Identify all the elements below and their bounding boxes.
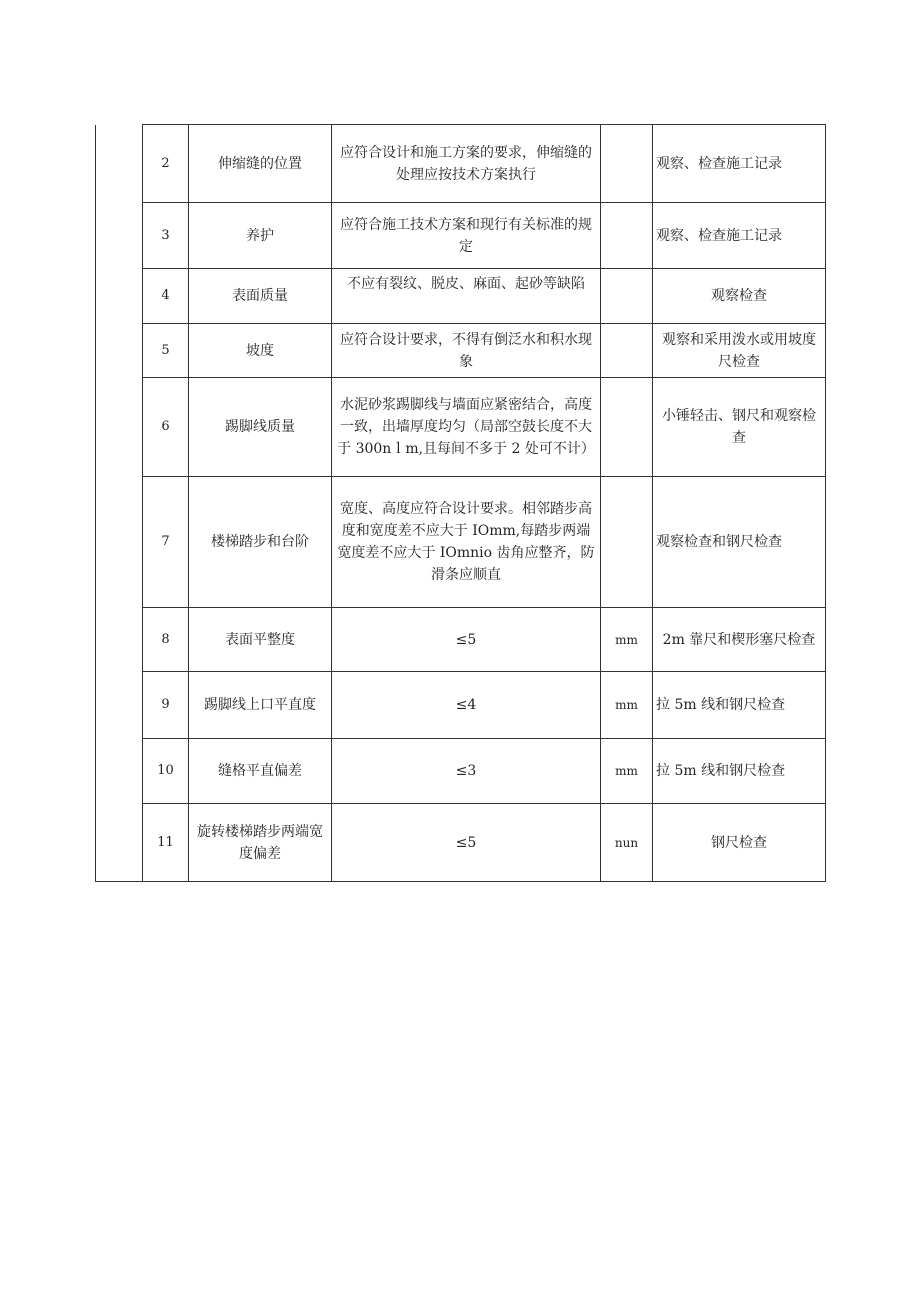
table-row bbox=[96, 269, 826, 324]
requirement: 宽度、高度应符合设计要求。相邻踏步高度和宽度差不应大于 IOmm,每踏步两端宽度差不应大于 IOmnio 齿角应整齐，防滑条应顺直 bbox=[332, 477, 601, 608]
requirement: ≤3 bbox=[332, 739, 601, 804]
inspection-method: 小锤轻击、钢尺和观察检查 bbox=[653, 378, 826, 477]
row-number: 5 bbox=[143, 324, 189, 378]
row-number: 4 bbox=[143, 269, 189, 324]
item-name: 楼梯踏步和台阶 bbox=[189, 477, 332, 608]
left-margin-column bbox=[96, 125, 143, 882]
table-row bbox=[96, 125, 826, 203]
unit: mm bbox=[601, 672, 653, 739]
table-row bbox=[96, 739, 826, 804]
unit: nun bbox=[601, 804, 653, 882]
requirement: 应符合施工技术方案和现行有关标准的规定 bbox=[332, 203, 601, 269]
inspection-method: 观察、检查施工记录 bbox=[653, 125, 826, 203]
row-number: 9 bbox=[143, 672, 189, 739]
item-name: 表面平整度 bbox=[189, 608, 332, 672]
row-number: 7 bbox=[143, 477, 189, 608]
unit: mm bbox=[601, 608, 653, 672]
inspection-method: 拉 5m 线和钢尺检查 bbox=[653, 739, 826, 804]
table-row bbox=[96, 203, 826, 269]
requirement: 水泥砂浆踢脚线与墙面应紧密结合，高度一致，出墙厚度均匀（局部空鼓长度不大于 300nｌm,且每间不多于 2 处可不计） bbox=[332, 378, 601, 477]
unit bbox=[601, 125, 653, 203]
row-number: 3 bbox=[143, 203, 189, 269]
inspection-method: 2m 靠尺和楔形塞尺检查 bbox=[653, 608, 826, 672]
row-number: 2 bbox=[143, 125, 189, 203]
inspection-method: 观察和采用泼水或用坡度尺检查 bbox=[653, 324, 826, 378]
item-name: 伸缩缝的位置 bbox=[189, 125, 332, 203]
requirement: 不应有裂纹、脱皮、麻面、起砂等缺陷 bbox=[332, 269, 601, 324]
item-name: 表面质量 bbox=[189, 269, 332, 324]
inspection-method: 观察检查 bbox=[653, 269, 826, 324]
inspection-table bbox=[95, 124, 826, 882]
requirement: 应符合设计要求，不得有倒泛水和积水现象 bbox=[332, 324, 601, 378]
row-number: 10 bbox=[143, 739, 189, 804]
item-name: 养护 bbox=[189, 203, 332, 269]
table-row bbox=[96, 672, 826, 739]
table-row bbox=[96, 804, 826, 882]
requirement: 应符合设计和施工方案的要求，伸缩缝的处理应按技术方案执行 bbox=[332, 125, 601, 203]
requirement: ≤5 bbox=[332, 804, 601, 882]
row-number: 8 bbox=[143, 608, 189, 672]
inspection-method: 钢尺检查 bbox=[653, 804, 826, 882]
item-name: 坡度 bbox=[189, 324, 332, 378]
unit bbox=[601, 378, 653, 477]
inspection-method: 观察、检查施工记录 bbox=[653, 203, 826, 269]
item-name: 踢脚线质量 bbox=[189, 378, 332, 477]
table-row bbox=[96, 324, 826, 378]
table-row bbox=[96, 477, 826, 608]
item-name: 踢脚线上口平直度 bbox=[189, 672, 332, 739]
requirement: ≤4 bbox=[332, 672, 601, 739]
row-number: 11 bbox=[143, 804, 189, 882]
table-row bbox=[96, 608, 826, 672]
table-row bbox=[96, 378, 826, 477]
unit bbox=[601, 269, 653, 324]
unit: mm bbox=[601, 739, 653, 804]
requirement: ≤5 bbox=[332, 608, 601, 672]
unit bbox=[601, 324, 653, 378]
item-name: 缝格平直偏差 bbox=[189, 739, 332, 804]
inspection-method: 拉 5m 线和钢尺检查 bbox=[653, 672, 826, 739]
row-number: 6 bbox=[143, 378, 189, 477]
unit bbox=[601, 477, 653, 608]
item-name: 旋转楼梯踏步两端宽度偏差 bbox=[189, 804, 332, 882]
inspection-method: 观察检查和钢尺检查 bbox=[653, 477, 826, 608]
unit bbox=[601, 203, 653, 269]
